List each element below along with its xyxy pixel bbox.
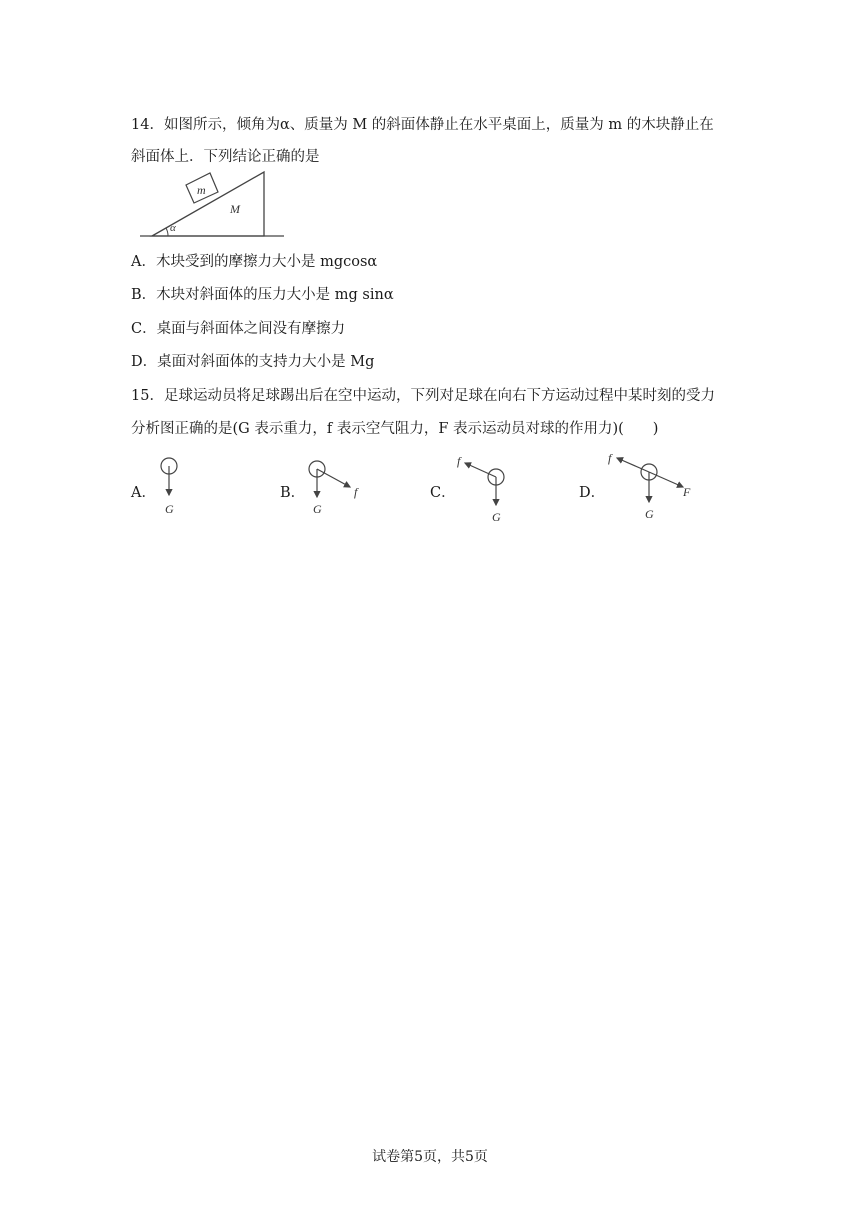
q14-incline-figure	[140, 168, 290, 242]
label-G: G	[492, 510, 501, 524]
angle-alpha-label: α	[170, 222, 176, 234]
q14-option-b: B．木块对斜面体的压力大小是 mg sinα	[131, 287, 394, 303]
label-f: f	[354, 485, 358, 499]
q15-option-b-letter: B．	[280, 485, 306, 501]
q15-stem-line-2: 分析图正确的是(G 表示重力，f 表示空气阻力，F 表示运动员对球的作用力)( )	[131, 421, 659, 437]
page-footer: 试卷第5页，共5页	[372, 1149, 488, 1165]
q14-option-a: A．木块受到的摩擦力大小是 mgcosα	[131, 254, 378, 270]
q14-stem-line-2: 斜面体上．下列结论正确的是	[131, 149, 320, 165]
q14-option-d: D．桌面对斜面体的支持力大小是 Mg	[131, 354, 375, 370]
q15-stem-line-1: 15．足球运动员将足球踢出后在空中运动，下列对足球在向右下方运动过程中某时刻的受力	[131, 388, 715, 404]
q15-diagram-d	[605, 452, 700, 527]
label-f: f	[608, 451, 612, 465]
label-G: G	[645, 507, 654, 521]
q15-option-a-letter: A．	[131, 485, 156, 501]
q15-diagram-c	[455, 453, 525, 528]
block-m-label: m	[197, 183, 206, 197]
wedge-M-label: M	[230, 202, 240, 216]
q15-diagram-a	[150, 455, 190, 525]
q15-option-c-letter: C．	[430, 485, 456, 501]
q14-stem-line-1: 14．如图所示，倾角为α、质量为 M 的斜面体静止在水平桌面上，质量为 m 的木块静止在	[131, 117, 714, 133]
label-G: G	[165, 502, 174, 516]
label-G: G	[313, 502, 322, 516]
q15-option-d-letter: D．	[579, 485, 606, 501]
label-f: f	[457, 454, 461, 468]
q15-diagram-b	[298, 455, 368, 525]
q14-option-c: C．桌面与斜面体之间没有摩擦力	[131, 321, 346, 337]
label-F: F	[683, 485, 691, 499]
